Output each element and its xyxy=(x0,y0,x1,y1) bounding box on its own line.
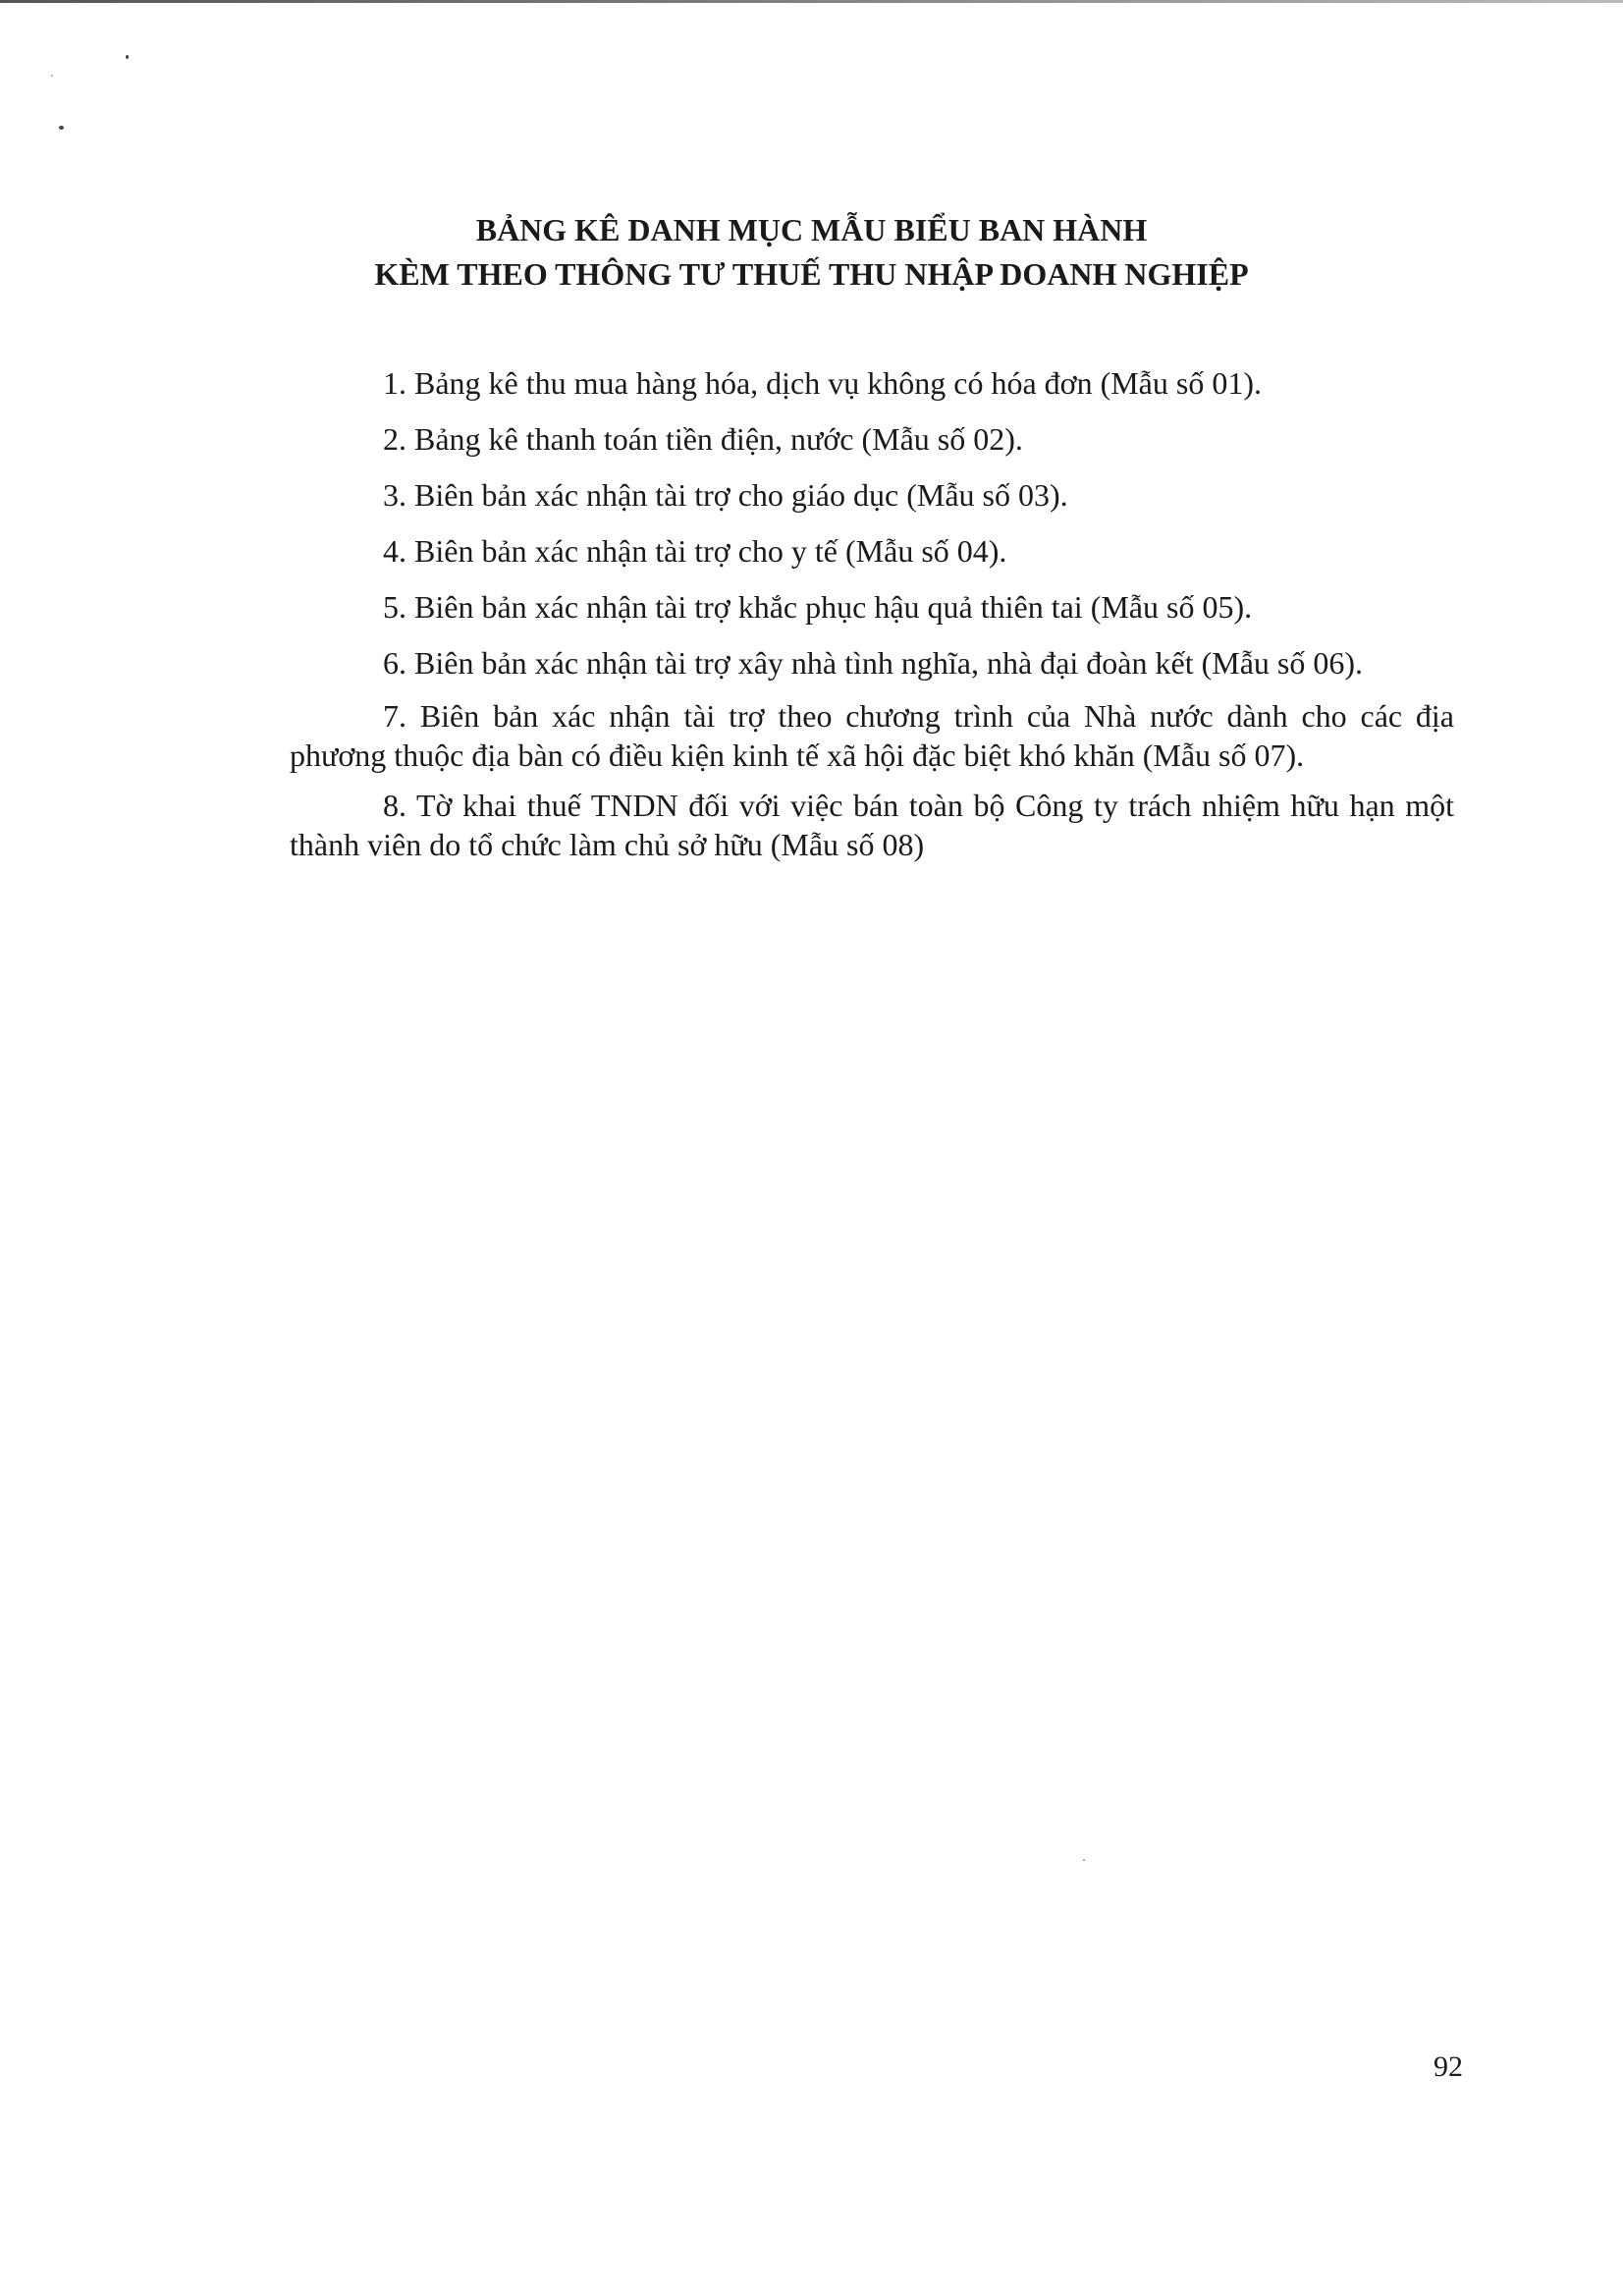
scan-speck xyxy=(59,126,64,130)
form-list xyxy=(290,360,1454,875)
list-item: 7. Biên bản xác nhận tài trợ theo chương trình của Nhà nước dành cho các địa phương thuộc địa bàn có điều kiện kinh tế xã hội đặc biệt khó khăn (Mẫu số 07). xyxy=(290,698,1454,773)
title-line-2: KÈM THEO THÔNG TƯ THUẾ THU NHẬP DOANH NGHIỆP xyxy=(374,256,1249,292)
scan-speck xyxy=(126,55,129,59)
list-item: 1. Bảng kê thu mua hàng hóa, dịch vụ không có hóa đơn (Mẫu số 01). xyxy=(383,365,1262,401)
list-item: 2. Bảng kê thanh toán tiền điện, nước (Mẫu số 02). xyxy=(383,421,1023,457)
document-title xyxy=(0,208,1623,297)
list-item: 5. Biên bản xác nhận tài trợ khắc phục hậu quả thiên tai (Mẫu số 05). xyxy=(383,589,1253,625)
list-item: 8. Tờ khai thuế TNDN đối với việc bán toàn bộ Công ty trách nhiệm hữu hạn một thành viên do tổ chức làm chủ sở hữu (Mẫu số 08) xyxy=(290,788,1454,862)
list-item: 3. Biên bản xác nhận tài trợ cho giáo dục (Mẫu số 03). xyxy=(383,477,1068,513)
title-line-1: BẢNG KÊ DANH MỤC MẪU BIỂU BAN HÀNH xyxy=(475,212,1148,247)
scan-speck xyxy=(51,75,53,77)
scan-speck xyxy=(1083,1859,1085,1861)
page-number: 92 xyxy=(1434,2050,1463,2083)
scan-top-edge xyxy=(0,0,1623,3)
list-item: 4. Biên bản xác nhận tài trợ cho y tế (Mẫu số 04). xyxy=(383,533,1007,569)
list-item: 6. Biên bản xác nhận tài trợ xây nhà tình nghĩa, nhà đại đoàn kết (Mẫu số 06). xyxy=(383,645,1363,681)
